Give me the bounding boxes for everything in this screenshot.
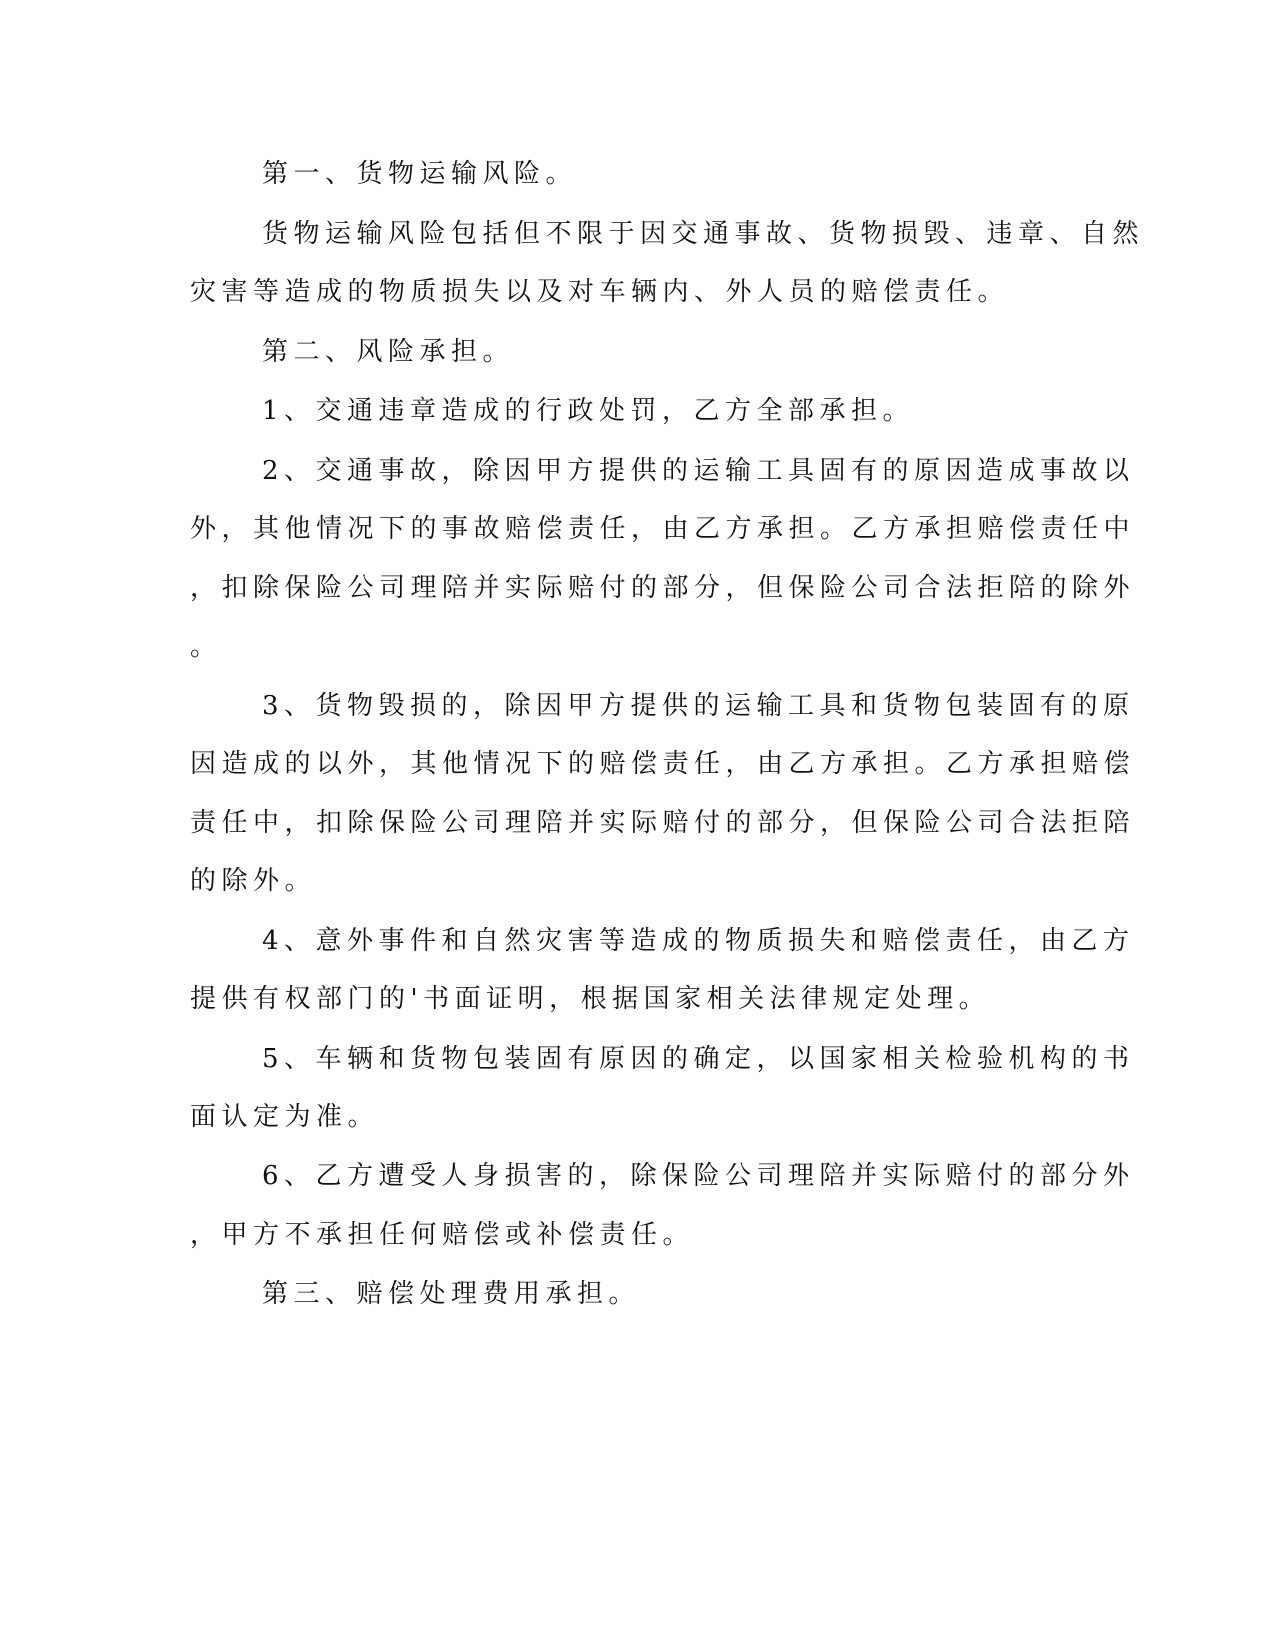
paragraph-line: 的除外。 [190,866,317,896]
paragraph-line: 提供有权部门的'书面证明，根据国家相关法律规定处理。 [190,984,991,1014]
section-heading-2: 第二、风险承担。 [262,337,515,367]
section-heading-3: 第三、赔偿处理费用承担。 [262,1279,641,1309]
paragraph-line: 4、意外事件和自然灾害等造成的物质损失和赔偿责任，由乙方 [262,926,1135,956]
paragraph-line: 责任中，扣除保险公司理陪并实际赔付的部分，但保险公司合法拒陪 [190,808,1136,838]
paragraph-line: ，甲方不承担任何赔偿或补偿责任。 [190,1220,695,1250]
paragraph-line: ，扣除保险公司理陪并实际赔付的部分，但保险公司合法拒陪的除外 [190,573,1136,603]
paragraph-line: 灾害等造成的物质损失以及对车辆内、外人员的赔偿责任。 [190,277,1010,307]
section-heading-1: 第一、货物运输风险。 [262,159,578,189]
paragraph-line: 6、乙方遭受人身损害的，除保险公司理陪并实际赔付的部分外 [262,1161,1135,1191]
paragraph-line: 1、交通违章造成的行政处罚，乙方全部承担。 [262,396,915,426]
paragraph-line: 5、车辆和货物包装固有原因的确定，以国家相关检验机构的书 [262,1044,1135,1074]
paragraph-line: 3、货物毁损的，除因甲方提供的运输工具和货物包装固有的原 [262,691,1135,721]
paragraph-line: 因造成的以外，其他情况下的赔偿责任，由乙方承担。乙方承担赔偿 [190,749,1136,779]
paragraph-line: 货物运输风险包括但不限于因交通事故、货物损毁、违章、自然 [262,219,1145,249]
paragraph-line: 外，其他情况下的事故赔偿责任，由乙方承担。乙方承担赔偿责任中 [190,514,1136,544]
paragraph-line: 2、交通事故，除因甲方提供的运输工具固有的原因造成事故以 [262,456,1135,486]
paragraph-line: 。 [190,632,222,662]
paragraph-line: 面认定为准。 [190,1102,380,1132]
